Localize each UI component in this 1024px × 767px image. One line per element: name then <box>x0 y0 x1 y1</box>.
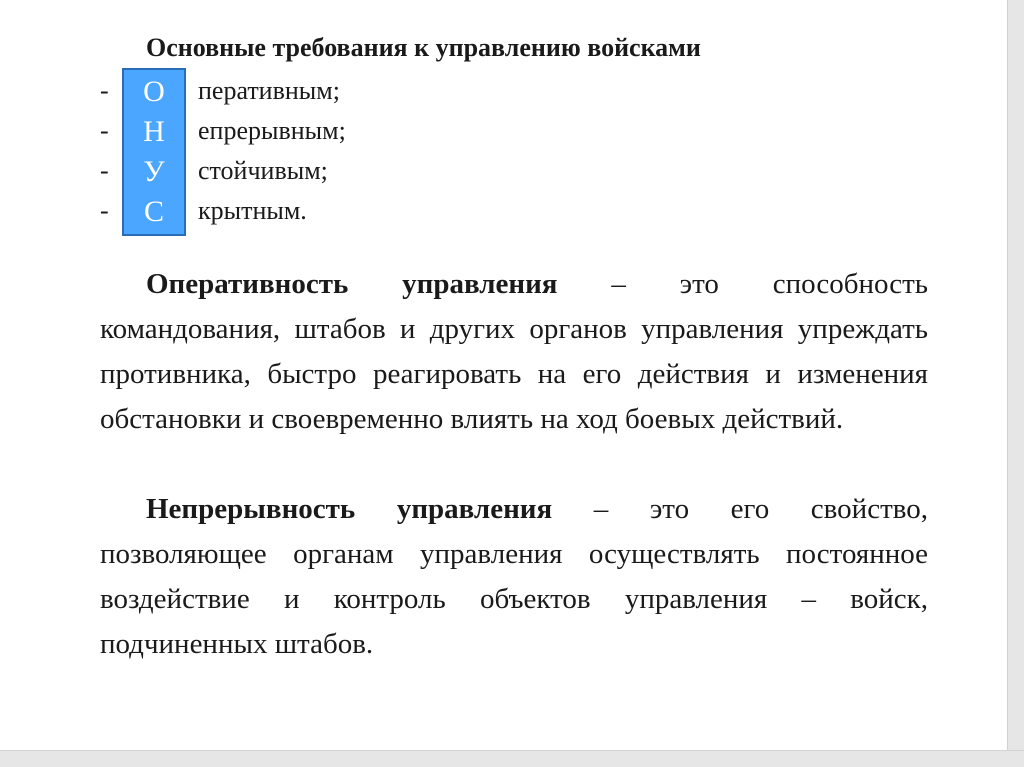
slide-frame-right <box>1007 0 1024 767</box>
requirement-text: епрерывным; <box>198 116 346 145</box>
slide-frame-bottom <box>0 750 1024 767</box>
list-dash: - <box>100 156 109 185</box>
requirement-text: перативным; <box>198 76 340 105</box>
requirement-text: крытным. <box>198 196 307 225</box>
continuity-term: Непрерывность управления <box>146 493 553 525</box>
slide-title: Основные требования к управлению войсками <box>146 33 701 62</box>
operativeness-term: Оперативность управления <box>146 268 558 300</box>
acronym-letter: О <box>143 75 165 108</box>
list-dash: - <box>100 196 109 225</box>
acronym-letter-box <box>122 68 186 236</box>
operativeness-definition: – это способность командования, штабов и других органов управления упреждать противника, быстро реагировать на его действия и изменения обстановки и своевременно влиять на ход боевых действий. <box>100 268 928 435</box>
acronym-letter: У <box>143 155 165 188</box>
acronym-letter: С <box>143 195 164 228</box>
acronym-letter: Н <box>143 115 165 148</box>
requirement-text: стойчивым; <box>198 156 328 185</box>
continuity-paragraph <box>100 487 928 667</box>
list-dash: - <box>100 76 109 105</box>
operativeness-paragraph <box>100 262 928 442</box>
list-dash: - <box>100 116 109 145</box>
continuity-definition: – это его свойство, позволяющее органам управления осуществлять постоянное воздействие и контроль объектов управления – войск, подчиненных штабов. <box>100 493 928 660</box>
